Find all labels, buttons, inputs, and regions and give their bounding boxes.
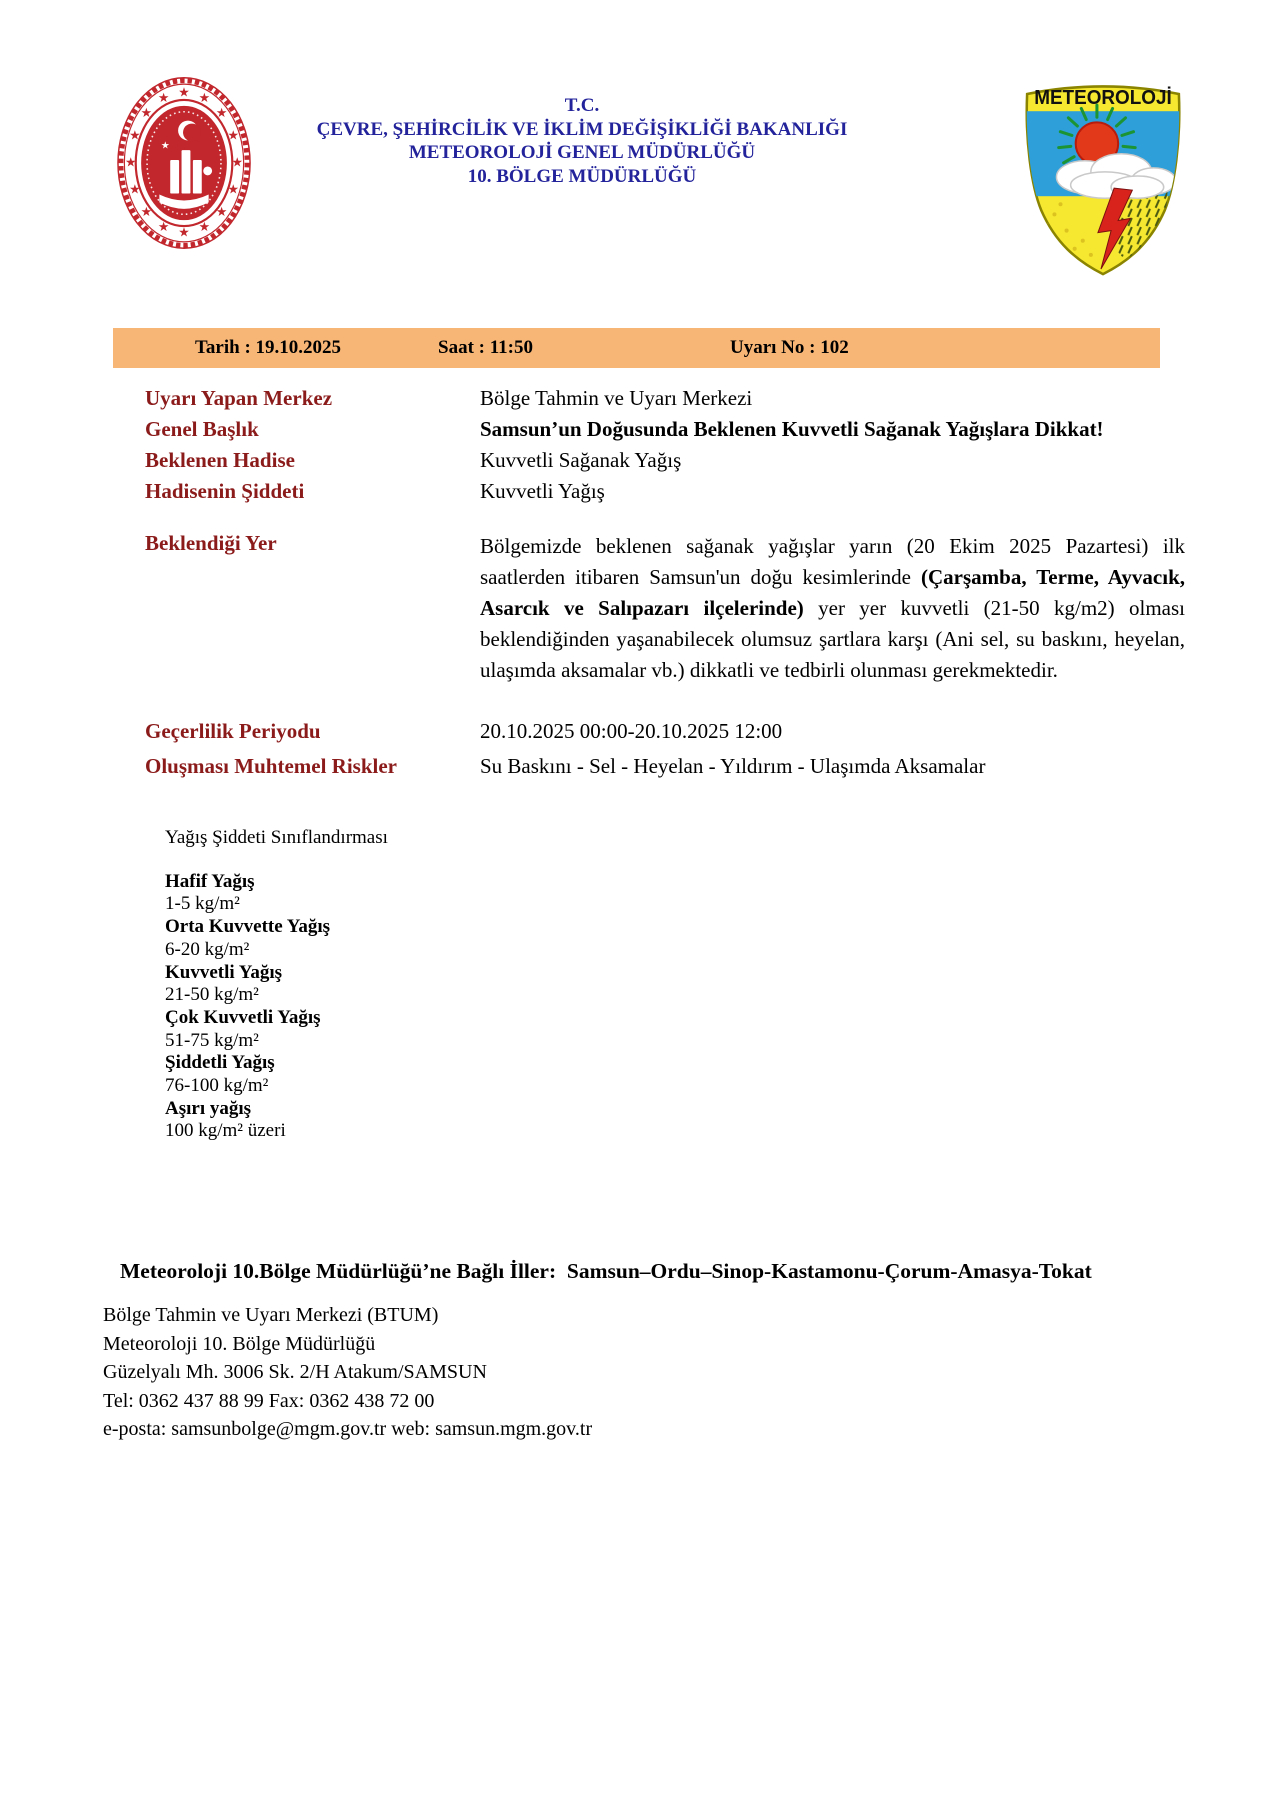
contact-block	[103, 1301, 592, 1444]
meteorology-shield-logo	[1016, 80, 1190, 280]
location-districts-bold: (Çarşamba, Terme, Ayvacık, Asarcık ve Salıpazarı ilçelerinde)	[480, 565, 1186, 620]
contact-line-address: Güzelyalı Mh. 3006 Sk. 2/H Atakum/SAMSUN	[103, 1361, 487, 1383]
svg-text:★: ★	[157, 90, 170, 106]
contact-line-phone-fax: Tel: 0362 437 88 99 Fax: 0362 438 72 00	[103, 1389, 435, 1412]
svg-text:★: ★	[198, 220, 211, 236]
government-emblem-logo	[116, 74, 254, 252]
expected-event-value: Kuvvetli Sağanak Yağış	[480, 448, 682, 472]
header-line-tc: T.C.	[564, 95, 600, 116]
svg-text:★: ★	[129, 182, 141, 198]
meteorology-logo-text: METEOROLOJİ	[1034, 87, 1182, 110]
classification-item	[165, 962, 388, 1007]
banner-date: Tarih : 19.10.2025	[195, 337, 342, 358]
warning-info-banner	[113, 328, 1160, 368]
region-provinces-line: Meteoroloji 10.Bölge Müdürlüğü’ne Bağlı İller: Samsun–Ordu–Sinop-Kastamonu-Çorum-Amasya-Tokat	[120, 1259, 1092, 1283]
classification-item-range: 100 kg/m² üzeri	[165, 1120, 286, 1142]
svg-text:★: ★	[227, 182, 239, 198]
svg-text:★: ★	[198, 90, 211, 106]
expected-event-label: Beklenen Hadise	[145, 448, 295, 472]
svg-text:★: ★	[140, 204, 153, 220]
contact-line-center: Bölge Tahmin ve Uyarı Merkezi (BTUM)	[103, 1304, 439, 1326]
issuing-center-label: Uyarı Yapan Merkez	[145, 386, 333, 410]
possible-risks-value: Su Baskını - Sel - Heyelan - Yıldırım - Ulaşımda Aksamalar	[480, 754, 986, 778]
classification-item-name: Orta Kuvvette Yağış	[165, 916, 330, 938]
classification-item-name: Çok Kuvvetli Yağış	[165, 1006, 321, 1028]
classification-item-range: 51-75 kg/m²	[165, 1029, 259, 1051]
svg-text:★: ★	[215, 106, 228, 122]
classification-item-name: Aşırı yağış	[165, 1097, 252, 1119]
issuing-center-value: Bölge Tahmin ve Uyarı Merkezi	[480, 386, 753, 410]
classification-item	[165, 916, 388, 961]
svg-text:★: ★	[157, 220, 170, 236]
svg-text:★: ★	[215, 204, 228, 220]
expected-location-label: Beklendiği Yer	[145, 531, 277, 555]
location-text-after: yer yer kuvvetli (21-50 kg/m2) olması beklendiğinden yaşanabilecek olumsuz şartlara karşı (Ani sel, su baskını, heyelan, ulaşımda aksamalar vb.) dikkatli ve tedbirli olunması gerekmektedir.	[480, 596, 1185, 682]
svg-text:★: ★	[125, 155, 137, 171]
classification-item-name: Hafif Yağış	[165, 870, 255, 892]
classification-title: Yağış Şiddeti Sınıflandırması	[165, 827, 388, 848]
banner-time: Saat : 11:50	[438, 337, 533, 358]
classification-item-name: Şiddetli Yağış	[165, 1052, 275, 1074]
svg-text:★: ★	[227, 128, 239, 144]
validity-period-value: 20.10.2025 00:00-20.10.2025 12:00	[480, 719, 783, 743]
banner-warning-number: Uyarı No : 102	[730, 337, 849, 358]
event-severity-value: Kuvvetli Yağış	[480, 479, 605, 503]
expected-location-paragraph	[480, 531, 1185, 686]
header-line-general-directorate: METEOROLOJİ GENEL MÜDÜRLÜĞÜ	[408, 142, 756, 163]
classification-item	[165, 1052, 388, 1097]
ministry-header-title	[242, 94, 922, 188]
classification-item-range: 6-20 kg/m²	[165, 938, 250, 960]
validity-period-label: Geçerlilik Periyodu	[145, 719, 321, 743]
contact-line-email-web: e-posta: samsunbolge@mgm.gov.tr web: samsun.mgm.gov.tr	[103, 1418, 593, 1440]
contact-line-directorate: Meteoroloji 10. Bölge Müdürlüğü	[103, 1332, 376, 1355]
classification-item	[165, 1098, 388, 1143]
classification-item-range: 76-100 kg/m²	[165, 1075, 269, 1097]
possible-risks-label: Oluşması Muhtemel Riskler	[145, 754, 397, 778]
event-severity-label: Hadisenin Şiddeti	[145, 479, 305, 503]
header-line-ministry: ÇEVRE, ŞEHİRCİLİK VE İKLİM DEĞİŞİKLİĞİ BAKANLIĞI	[316, 118, 848, 140]
classification-item-name: Kuvvetli Yağış	[165, 961, 282, 983]
header-line-region-directorate: 10. BÖLGE MÜDÜRLÜĞÜ	[467, 165, 697, 187]
svg-text:★: ★	[129, 128, 141, 144]
svg-text:★: ★	[140, 106, 153, 122]
general-title-label: Genel Başlık	[145, 417, 259, 441]
classification-item-range: 21-50 kg/m²	[165, 984, 259, 1006]
svg-text:★: ★	[231, 155, 243, 171]
svg-text:★: ★	[178, 85, 190, 101]
government-emblem-icon	[116, 74, 254, 252]
svg-text:★: ★	[160, 140, 170, 152]
svg-text:★: ★	[178, 225, 190, 241]
general-title-value: Samsun’un Doğusunda Beklenen Kuvvetli Sağanak Yağışlara Dikkat!	[480, 417, 1104, 441]
classification-item-range: 1-5 kg/m²	[165, 893, 240, 915]
location-text-before: Bölgemizde beklenen sağanak yağışlar yarın (20 Ekim 2025 Pazartesi) ilk saatlerden itibaren Samsun'un doğu kesimlerinde	[480, 534, 1185, 589]
classification-item	[165, 871, 388, 916]
meteorology-shield-icon	[1016, 80, 1190, 280]
rain-intensity-classification	[165, 827, 388, 1143]
classification-item	[165, 1007, 388, 1052]
